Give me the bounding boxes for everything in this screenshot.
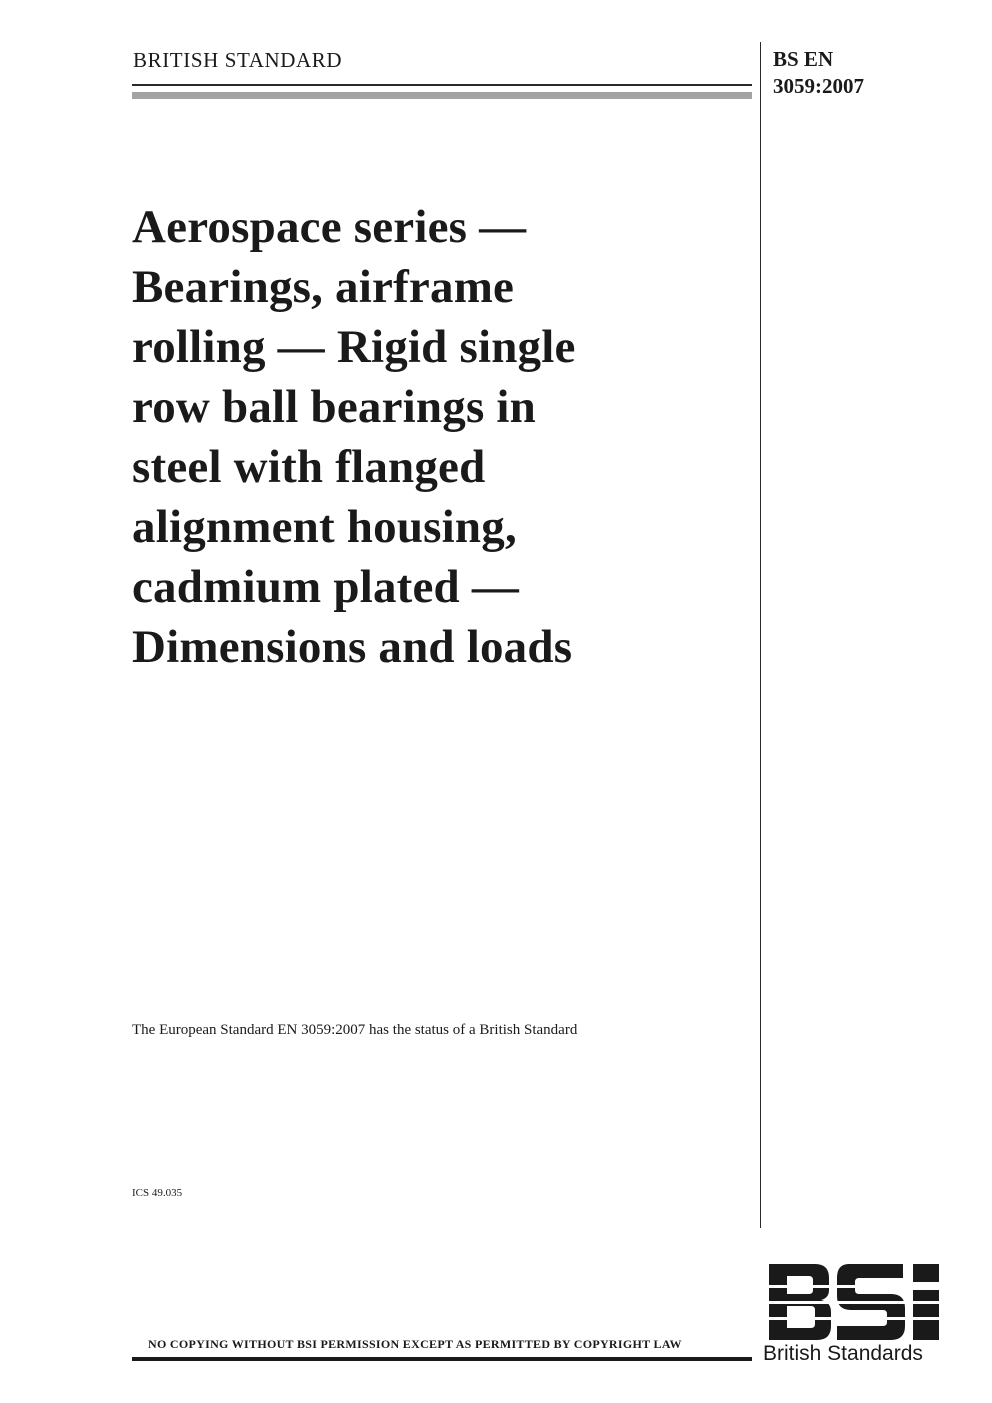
document-title bbox=[132, 197, 742, 677]
title-line: cadmium plated — bbox=[132, 561, 520, 613]
document-type-label: BRITISH STANDARD bbox=[133, 48, 343, 72]
title-line: row ball bearings in bbox=[132, 381, 537, 433]
standard-number bbox=[773, 46, 864, 100]
title-line: rolling — Rigid single bbox=[132, 321, 576, 373]
title-line: Aerospace series — bbox=[132, 201, 527, 253]
header-rule bbox=[132, 84, 752, 86]
header-grey-band bbox=[132, 92, 752, 99]
column-divider bbox=[760, 42, 761, 1228]
bsi-brand-text: British Standards bbox=[763, 1342, 923, 1365]
title-line: alignment housing, bbox=[132, 501, 517, 553]
ics-code: ICS 49.035 bbox=[132, 1187, 183, 1199]
status-statement: The European Standard EN 3059:2007 has the status of a British Standard bbox=[132, 1022, 578, 1038]
title-line: steel with flanged bbox=[132, 441, 486, 493]
title-line: Bearings, airframe bbox=[132, 261, 515, 313]
bsi-logo bbox=[763, 1260, 948, 1370]
standard-number-line-1: BS EN bbox=[773, 47, 834, 71]
standard-number-line-2: 3059:2007 bbox=[773, 74, 864, 98]
bsi-logo-icon bbox=[763, 1260, 948, 1342]
copyright-notice: NO COPYING WITHOUT BSI PERMISSION EXCEPT AS PERMITTED BY COPYRIGHT LAW bbox=[148, 1337, 682, 1351]
title-line: Dimensions and loads bbox=[132, 621, 573, 673]
footer-rule bbox=[132, 1357, 752, 1361]
